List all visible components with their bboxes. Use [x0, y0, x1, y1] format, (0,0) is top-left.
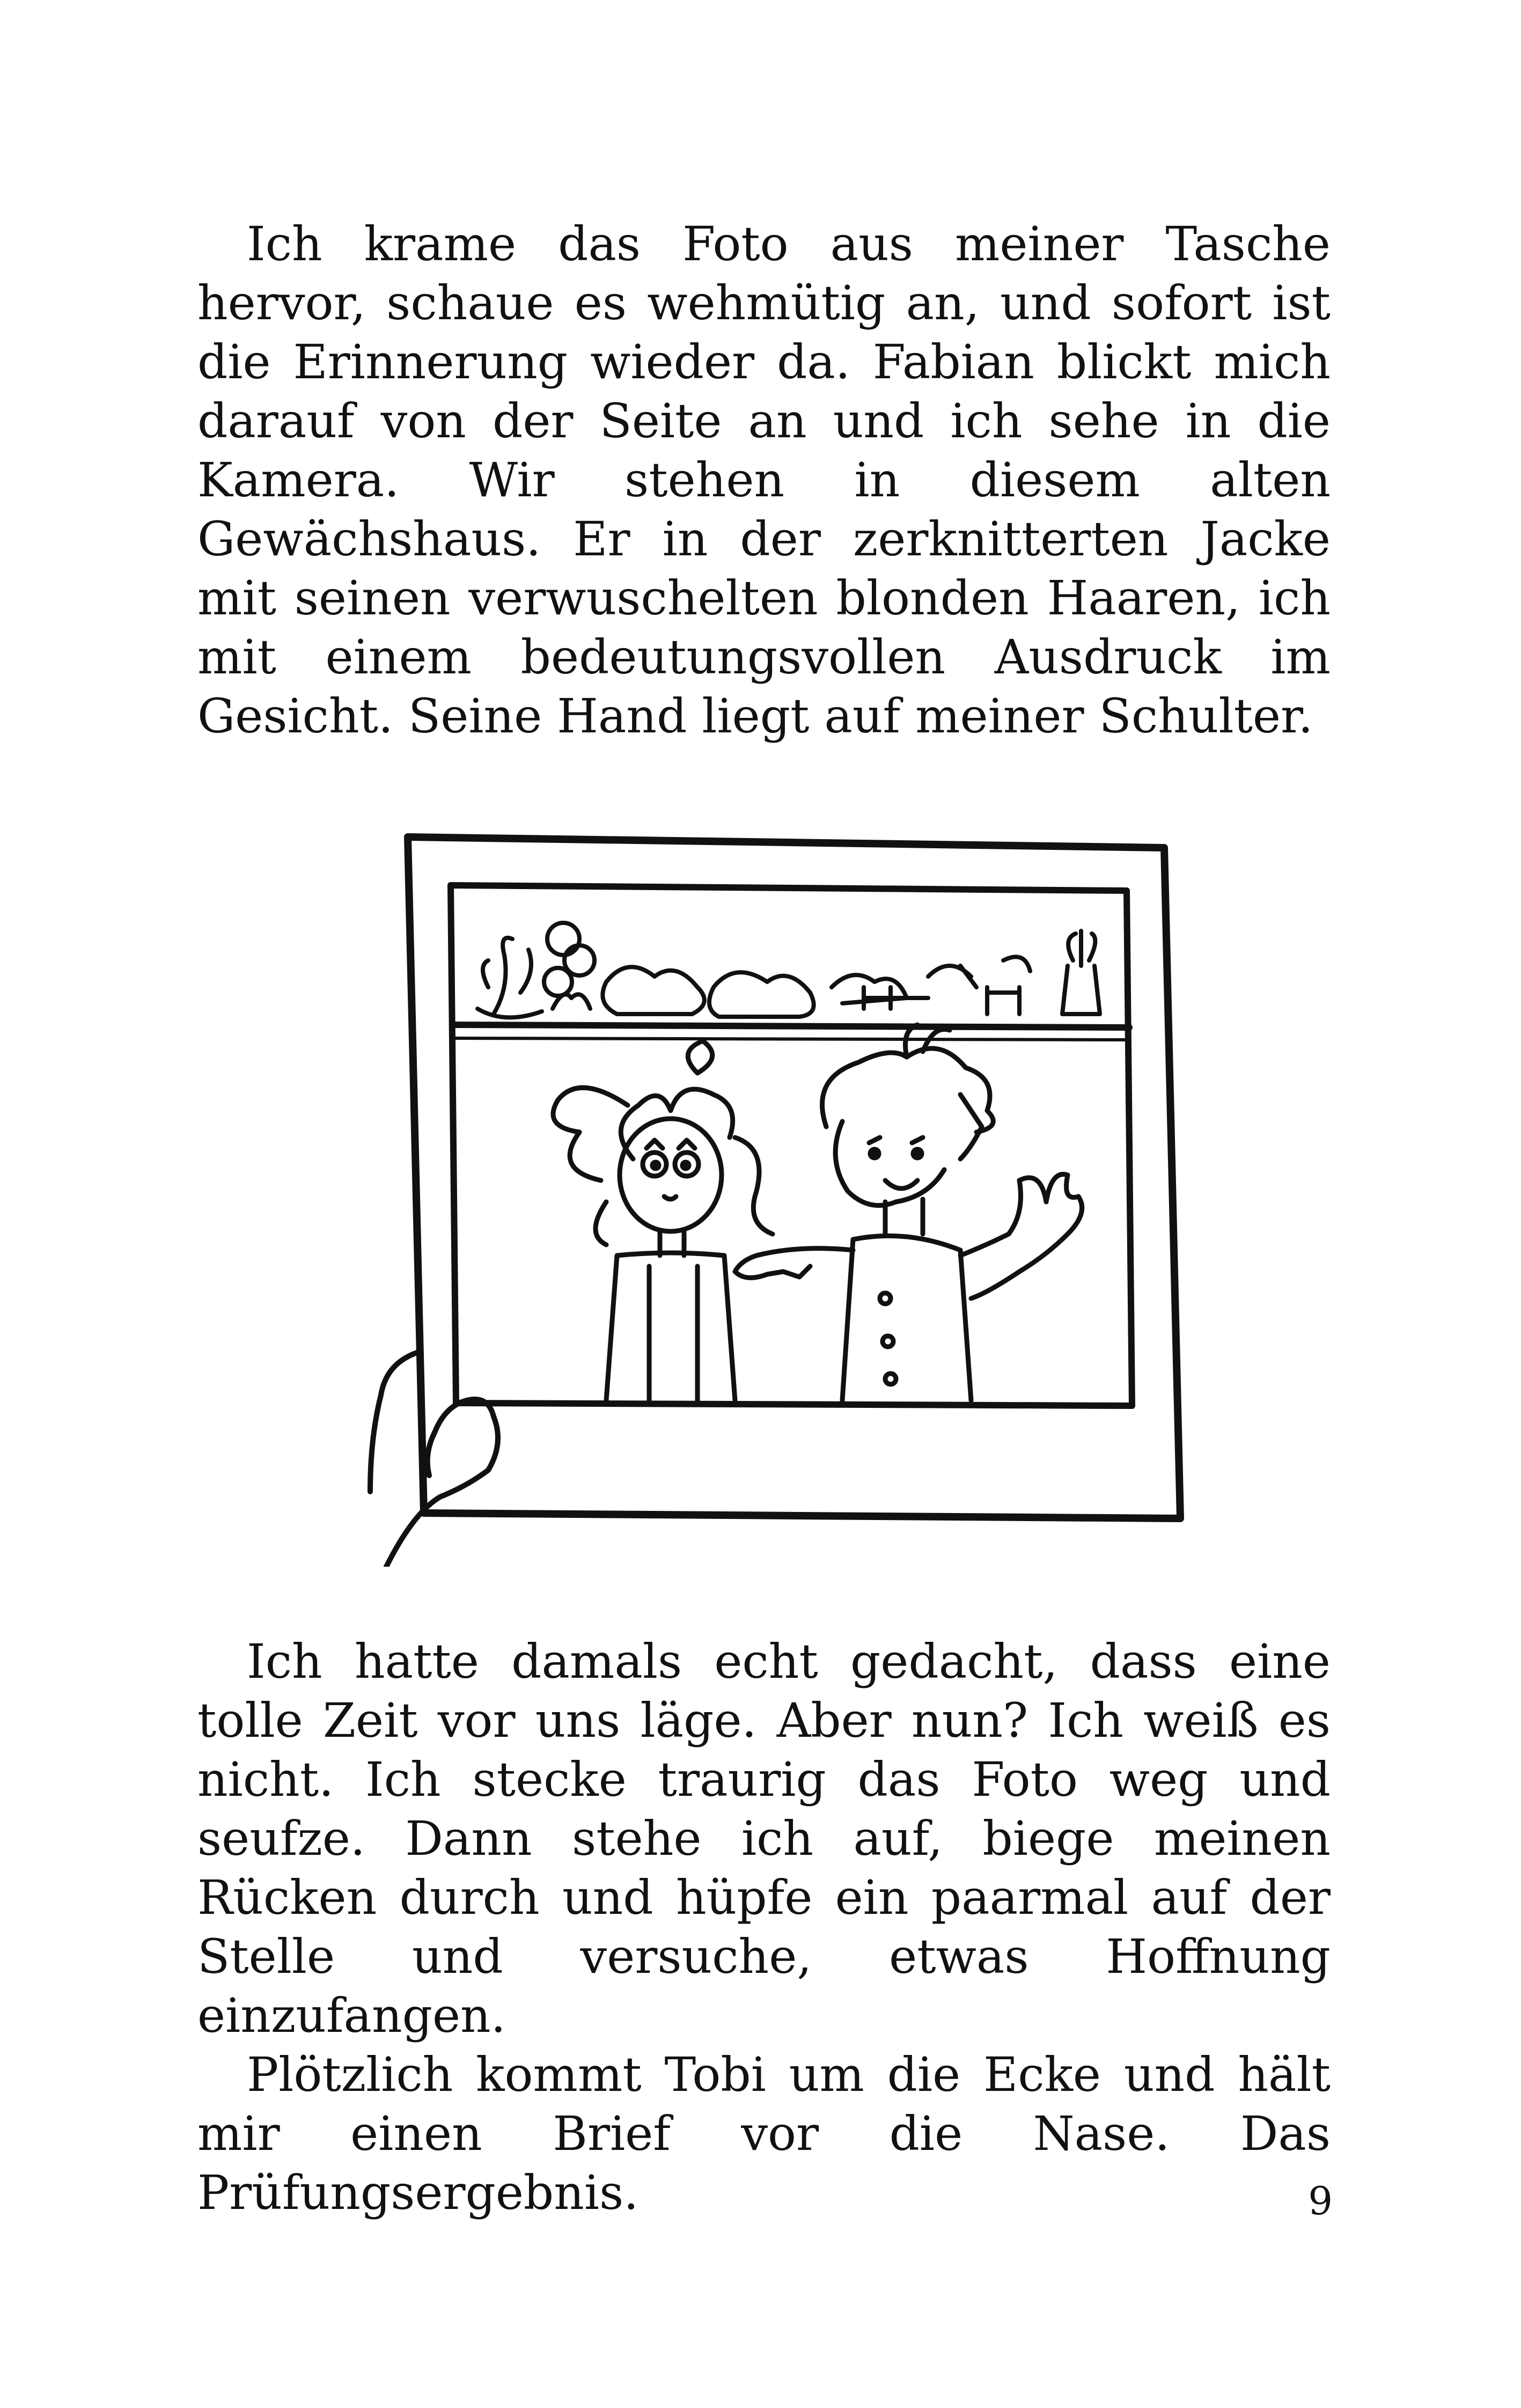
plants-icon: [477, 923, 1100, 1017]
paragraph-2: Ich hatte damals echt gedacht, dass eine tolle Zeit vor uns läge. Aber nun? Ich weiß es nicht. Ich stecke traurig das Foto weg und seufze. Dann stehe ich auf, biege meinen Rücken durch und hüpfe ein paarmal auf der Stelle und versuche, etwas Hoffnung einzufangen.: [197, 1634, 1331, 2043]
paragraph-3: Plötzlich kommt Tobi um die Ecke und hält mir einen Brief vor die Nase. Das Prüfungsergebnis.: [197, 2047, 1331, 2220]
paragraph-photo-memory: [197, 215, 1331, 746]
paragraph-1: Ich krame das Foto aus meiner Tasche hervor, schaue es wehmütig an, und sofort ist die Erinnerung wieder da. Fabian blickt mich darauf von der Seite an und ich sehe in die Kamera. Wir stehen in diesem alten Gewächshaus. Er in der zerknitterten Jacke mit seinen verwuschelten blonden Haaren, ich mit einem bedeutungsvollen Ausdruck im Gesicht. Seine Hand liegt auf meiner Schulter.: [197, 216, 1331, 744]
hand-icon: [370, 1352, 498, 1567]
page-number: 9: [1308, 2178, 1333, 2223]
photo-frame: [408, 837, 1180, 1518]
shelf: [453, 1025, 1129, 1027]
boy-figure: [735, 1025, 1082, 1400]
photo-inner-border: [451, 885, 1132, 1406]
paragraph-hope: [197, 1632, 1331, 2222]
photo-illustration: [327, 826, 1207, 1567]
girl-figure: [553, 1041, 773, 1400]
